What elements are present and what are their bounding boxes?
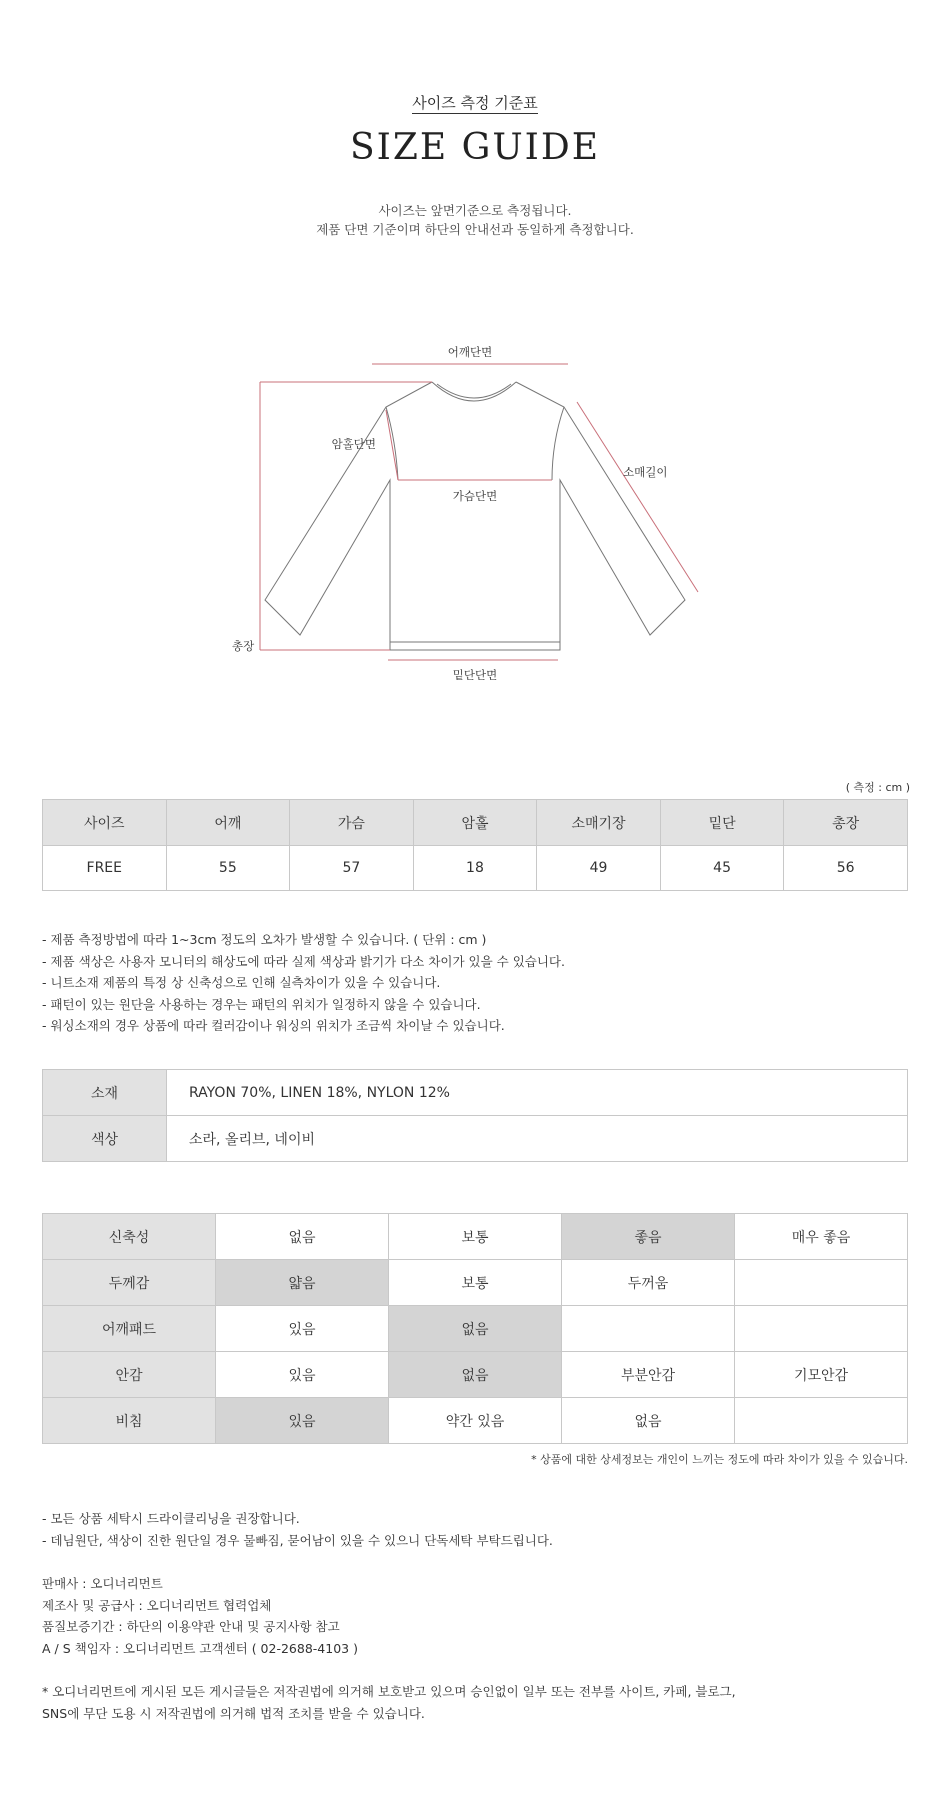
feel-label: 두께감 [43, 1260, 216, 1306]
color-label: 색상 [43, 1116, 167, 1162]
feel-label: 신축성 [43, 1214, 216, 1260]
feel-option-selected: 좋음 [562, 1214, 735, 1260]
note-line: - 니트소재 제품의 특정 상 신축성으로 인해 실측차이가 있을 수 있습니다. [42, 975, 441, 990]
seller-line: A / S 책임자 : 오디너리먼트 고객센터 ( 02-2688-4103 ) [42, 1640, 358, 1656]
size-table-header: 소매기장 [537, 800, 661, 846]
feel-option: 있음 [216, 1306, 389, 1352]
feel-option: 두꺼움 [562, 1260, 735, 1306]
page-title: SIZE GUIDE [349, 127, 601, 168]
size-table-cell: FREE [43, 846, 167, 891]
copyright-line: SNS에 무단 도용 시 저작권법에 의거해 법적 조치를 받을 수 있습니다. [42, 1705, 425, 1721]
care-line: - 데님원단, 색상이 진한 원단일 경우 물빠짐, 묻어남이 있을 수 있으니 단독세탁 부탁드립니다. [42, 1532, 553, 1548]
sub-title [0, 92, 950, 113]
feel-option: 없음 [216, 1214, 389, 1260]
size-table-header-row [43, 800, 908, 846]
color-value: 소라, 올리브, 네이비 [167, 1116, 908, 1162]
intro-line-2: 제품 단면 기준이며 하단의 안내선과 동일하게 측정합니다. [316, 222, 634, 237]
feel-row-lining [43, 1352, 908, 1398]
feel-label: 안감 [43, 1352, 216, 1398]
size-table-header: 사이즈 [43, 800, 167, 846]
fabric-feel-table [42, 1213, 908, 1444]
label-armhole: 암홀단면 [331, 437, 376, 451]
feel-option [735, 1260, 908, 1306]
measurement-notes [42, 929, 565, 1037]
feel-option: 기모안감 [735, 1352, 908, 1398]
feel-option: 있음 [216, 1352, 389, 1398]
feel-row-stretch [43, 1214, 908, 1260]
garment-outline [265, 382, 685, 650]
size-table-header: 암홀 [413, 800, 537, 846]
measurement-diagram [200, 330, 750, 710]
note-line: - 제품 색상은 사용자 모니터의 해상도에 따라 실제 색상과 밝기가 다소 차이가 있을 수 있습니다. [42, 953, 565, 969]
care-line: - 모든 상품 세탁시 드라이클리닝을 권장합니다. [42, 1511, 300, 1526]
feel-option: 매우 좋음 [735, 1214, 908, 1260]
feel-option-selected: 있음 [216, 1398, 389, 1444]
label-hem: 밑단단면 [452, 668, 498, 682]
intro-line-1: 사이즈는 앞면기준으로 측정됩니다. [378, 203, 572, 218]
feel-option [735, 1306, 908, 1352]
size-table-cell: 57 [290, 846, 414, 891]
feel-label: 어깨패드 [43, 1306, 216, 1352]
material-label: 소재 [43, 1070, 167, 1116]
size-table-cell: 56 [784, 846, 908, 891]
feel-option: 없음 [562, 1398, 735, 1444]
label-shoulder: 어깨단면 [447, 345, 493, 359]
size-table-cell: 55 [166, 846, 290, 891]
feel-row-sheerness [43, 1398, 908, 1444]
note-line: - 패턴이 있는 원단을 사용하는 경우는 패턴의 위치가 일정하지 않을 수 있습니다. [42, 996, 481, 1012]
feel-row-thickness [43, 1260, 908, 1306]
material-table [42, 1069, 908, 1162]
size-table-cell: 18 [413, 846, 537, 891]
feel-row-shoulder-pad [43, 1306, 908, 1352]
note-line: - 워싱소재의 경우 상품에 따라 컬러감이나 워싱의 위치가 조금씩 차이날 수 있습니다. [42, 1018, 505, 1033]
size-table-cell: 49 [537, 846, 661, 891]
label-total-length: 총장 [232, 639, 255, 653]
feel-option: 보통 [389, 1260, 562, 1306]
label-sleeve: 소매길이 [623, 465, 668, 479]
label-chest: 가슴단면 [452, 489, 498, 503]
color-row [43, 1116, 908, 1162]
material-value: RAYON 70%, LINEN 18%, NYLON 12% [167, 1070, 908, 1116]
guide-lines [260, 364, 698, 660]
seller-line: 품질보증기간 : 하단의 이용약관 안내 및 공지사항 참고 [42, 1619, 340, 1634]
seller-info [42, 1573, 358, 1659]
feel-option-selected: 얇음 [216, 1260, 389, 1306]
size-table-header: 어깨 [166, 800, 290, 846]
care-notes [42, 1508, 553, 1551]
size-table-header: 밑단 [660, 800, 784, 846]
seller-line: 판매사 : 오디너리먼트 [42, 1576, 163, 1591]
feel-label: 비침 [43, 1398, 216, 1444]
feel-option [735, 1398, 908, 1444]
feel-option: 부분안감 [562, 1352, 735, 1398]
disclaimer: * 상품에 대한 상세정보는 개인이 느끼는 정도에 따라 차이가 있을 수 있습니다. [531, 1453, 908, 1466]
copyright-line: * 오디너리먼트에 게시된 모든 게시글들은 저작권법에 의거해 보호받고 있으며 승인없이 일부 또는 전부를 사이트, 카페, 블로그, [42, 1684, 736, 1699]
unit-note: ( 측정 : cm ) [845, 781, 910, 794]
size-table [42, 799, 908, 891]
copyright-notice [42, 1681, 736, 1724]
feel-option-selected: 없음 [389, 1306, 562, 1352]
size-table-row [43, 846, 908, 891]
note-line: - 제품 측정방법에 따라 1~3cm 정도의 오차가 발생할 수 있습니다. ( 단위 : cm ) [42, 932, 487, 947]
size-table-header: 총장 [784, 800, 908, 846]
size-table-header: 가슴 [290, 800, 414, 846]
feel-option: 보통 [389, 1214, 562, 1260]
feel-option [562, 1306, 735, 1352]
feel-option: 약간 있음 [389, 1398, 562, 1444]
sub-title-text: 사이즈 측정 기준표 [412, 94, 538, 112]
material-row [43, 1070, 908, 1116]
feel-option-selected: 없음 [389, 1352, 562, 1398]
size-table-cell: 45 [660, 846, 784, 891]
seller-line: 제조사 및 공급사 : 오디너리먼트 협력업체 [42, 1597, 272, 1613]
